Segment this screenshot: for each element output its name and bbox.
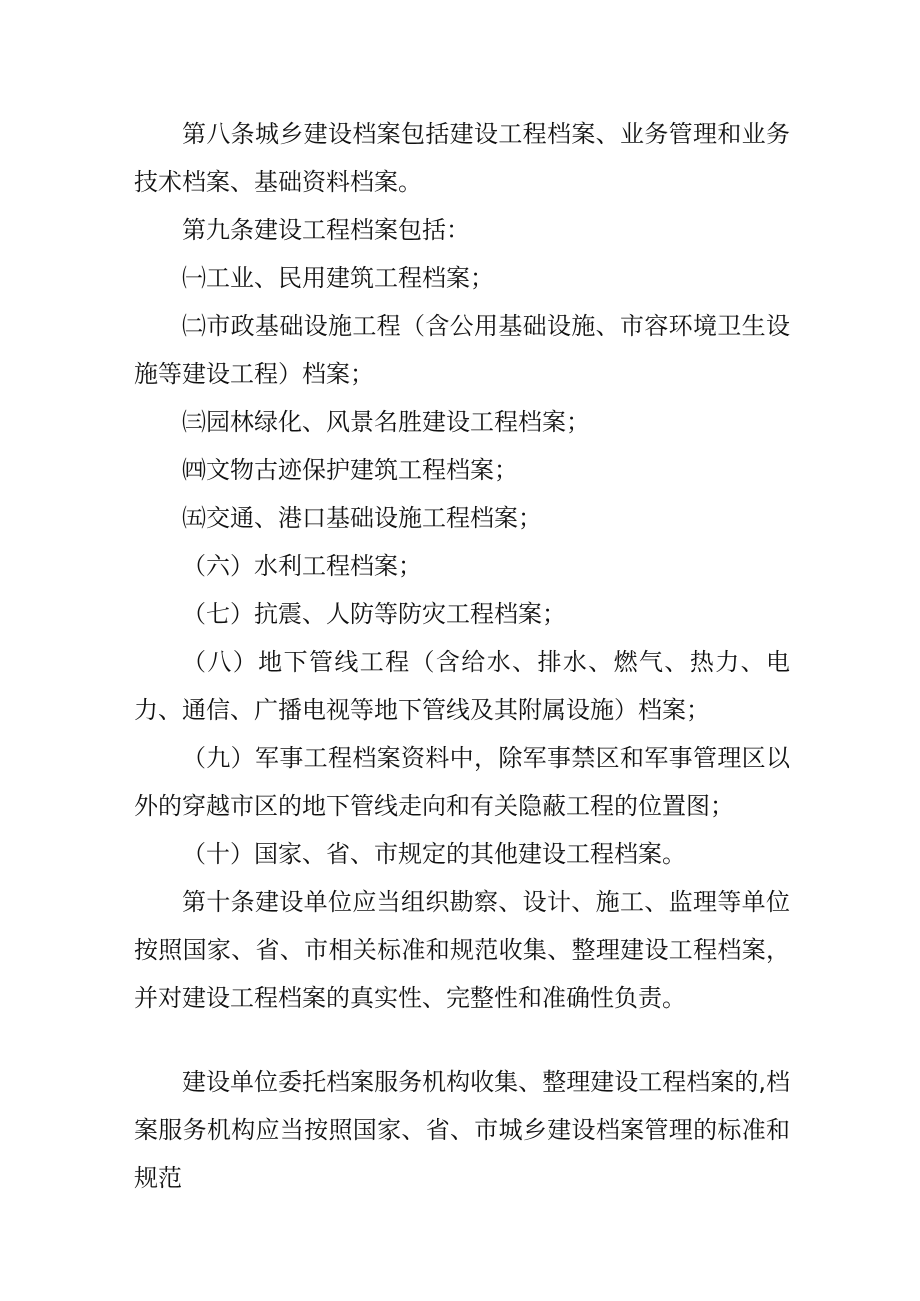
list-item-6: （六）水利工程档案；: [182, 552, 422, 580]
list-item-10: （十）国家、省、市规定的其他建设工程档案。: [182, 840, 686, 868]
list-item-8: （八）地下管线工程（含给水、排水、燃气、热力、电力、通信、广播电视等地下管线及其附属设施）档案；: [134, 648, 790, 724]
paragraph-article-9: 第九条建设工程档案包括：: [182, 216, 470, 244]
list-item-4: ㈣文物古迹保护建筑工程档案；: [182, 456, 518, 484]
paragraph-article-8: 第八条城乡建设档案包括建设工程档案、业务管理和业务技术档案、基础资料档案。: [134, 120, 790, 196]
list-item-7: （七）抗震、人防等防灾工程档案；: [182, 600, 566, 628]
list-item-3: ㈢园林绿化、风景名胜建设工程档案；: [182, 408, 590, 436]
list-item-1: ㈠工业、民用建筑工程档案；: [182, 264, 494, 292]
document-body: [134, 110, 790, 1202]
list-item-2: ㈡市政基础设施工程（含公用基础设施、市容环境卫生设施等建设工程）档案；: [134, 312, 790, 388]
paragraph-article-10: 第十条建设单位应当组织勘察、设计、施工、监理等单位按照国家、省、市相关标准和规范收集、整理建设工程档案，并对建设工程档案的真实性、完整性和准确性负责。: [134, 888, 790, 1012]
list-item-5: ㈤交通、港口基础设施工程档案；: [182, 504, 542, 532]
paragraph-entrustment: 建设单位委托档案服务机构收集、整理建设工程档案的,档案服务机构应当按照国家、省、市城乡建设档案管理的标准和规范: [134, 1068, 790, 1192]
list-item-9: （九）军事工程档案资料中，除军事禁区和军事管理区以外的穿越市区的地下管线走向和有关隐蔽工程的位置图；: [134, 744, 790, 820]
